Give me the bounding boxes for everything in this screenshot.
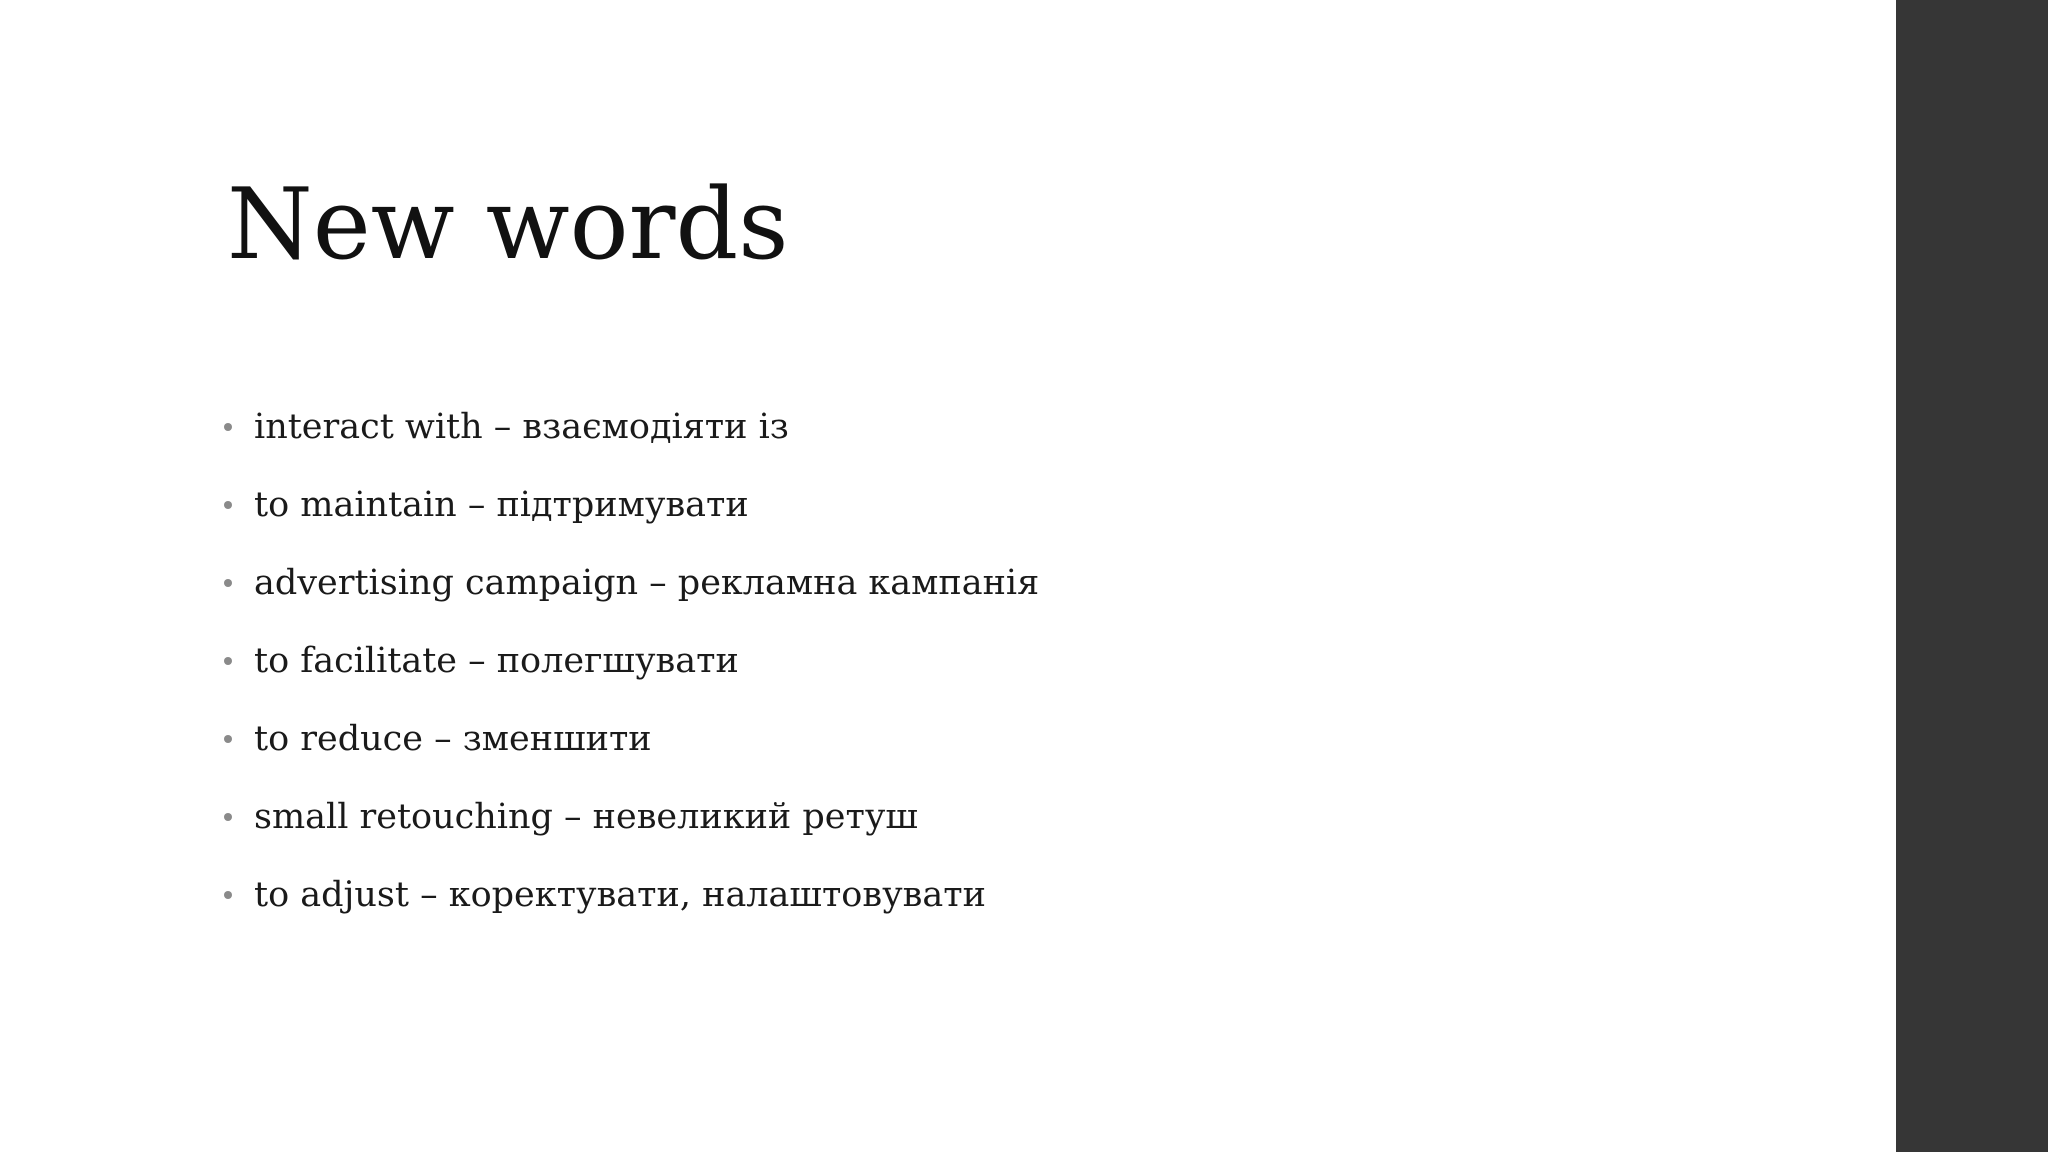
side-accent-bar: [1896, 0, 2048, 1152]
bullet-icon: [224, 891, 232, 899]
list-item-text: advertising campaign – рекламна кампанія: [254, 563, 1040, 603]
list-item-text: small retouching – невеликий ретуш: [254, 797, 918, 837]
list-item: [224, 388, 1039, 466]
word-list: [224, 388, 1039, 934]
list-item: [224, 622, 1039, 700]
list-item: [224, 466, 1039, 544]
list-item-text: interact with – взаємодіяти із: [254, 407, 789, 447]
bullet-icon: [224, 735, 232, 743]
list-item-text: to adjust – коректувати, налаштовувати: [254, 875, 986, 915]
list-item-text: to maintain – підтримувати: [254, 485, 749, 525]
slide-title: New words: [227, 168, 789, 282]
bullet-icon: [224, 657, 232, 665]
list-item: [224, 544, 1039, 622]
bullet-icon: [224, 501, 232, 509]
bullet-icon: [224, 813, 232, 821]
list-item: [224, 700, 1039, 778]
list-item-text: to facilitate – полегшувати: [254, 641, 739, 681]
list-item: [224, 778, 1039, 856]
list-item: [224, 856, 1039, 934]
bullet-icon: [224, 423, 232, 431]
bullet-icon: [224, 579, 232, 587]
list-item-text: to reduce – зменшити: [254, 719, 652, 759]
